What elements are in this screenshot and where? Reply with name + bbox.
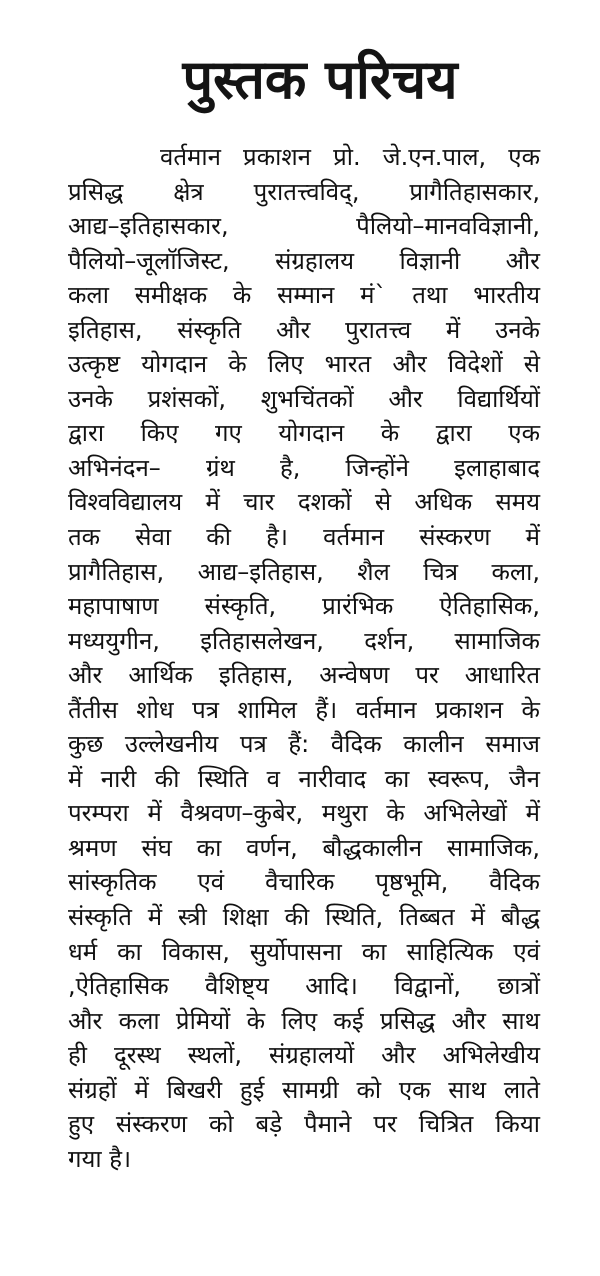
text-line: विश्वविद्यालय में चार दशकों से अधिक समय [68, 488, 540, 517]
text-line: अभिनंदन– ग्रंथ है, जिन्होंने इलाहाबाद [68, 453, 540, 482]
text-line: उनके प्रशंसकों, शुभचिंतकों और विद्यार्थियों [68, 384, 540, 413]
text-line: इतिहास, संस्कृति और पुरातत्त्व में उनके [68, 315, 540, 344]
text-line: कला समीक्षक के सम्मान मं` तथा भारतीय [68, 281, 540, 310]
text-line: धर्म का विकास, सुर्योपासना का साहित्यिक एवं [68, 937, 540, 966]
text-line: ही दूरस्थ स्थलों, संग्रहालयों और अभिलेखीय [68, 1041, 540, 1070]
text-line: कुछ उल्लेखनीय पत्र हैं: वैदिक कालीन समाज [68, 730, 540, 759]
text-line: प्रसिद्ध क्षेत्र पुरातत्त्वविद्, प्रागैतिहासकार, [68, 177, 540, 206]
text-line: पैलियो–जूलॉजिस्ट, संग्रहालय विज्ञानी और [68, 246, 540, 275]
text-line: वर्तमान प्रकाशन प्रो. जे.एन.पाल, एक [160, 143, 540, 171]
text-line: हुए संस्करण को बड़े पैमाने पर चित्रित किया [68, 1110, 540, 1139]
text-line: और कला प्रेमियों के लिए कई प्रसिद्ध और साथ [68, 1006, 540, 1035]
text-line: और आर्थिक इतिहास, अन्वेषण पर आधारित [68, 661, 540, 690]
text-line: गया है। [68, 1144, 132, 1173]
text-line: प्रागैतिहास, आद्य–इतिहास, शैल चित्र कला, [68, 557, 540, 586]
text-line: ,ऐतिहासिक वैशिष्ट्य आदि। विद्वानों, छात्रों [68, 972, 540, 1001]
text-line: तक सेवा की है। वर्तमान संस्करण में [68, 523, 540, 552]
text-line: उत्कृष्ट योगदान के लिए भारत और विदेशों से [68, 350, 540, 379]
text-line: श्रमण संघ का वर्णन, बौद्धकालीन सामाजिक, [68, 833, 540, 862]
text-line: तैंतीस शोध पत्र शामिल हैं। वर्तमान प्रकाशन के [68, 695, 540, 724]
text-line: द्वारा किए गए योगदान के द्वारा एक [68, 419, 540, 448]
article-body [68, 140, 540, 1176]
text-line: में नारी की स्थिति व नारीवाद का स्वरूप, जैन [68, 764, 540, 793]
text-line: आद्य–इतिहासकार, पैलियो–मानवविज्ञानी, [68, 212, 540, 241]
text-line: महापाषाण संस्कृति, प्रारंभिक ऐतिहासिक, [68, 592, 540, 621]
text-line: मध्ययुगीन, इतिहासलेखन, दर्शन, सामाजिक [68, 626, 540, 655]
text-line: परम्परा में वैश्रवण–कुबेर, मथुरा के अभिलेखों में [68, 799, 540, 828]
text-line: संग्रहों में बिखरी हुई सामग्री को एक साथ लाते [68, 1075, 540, 1104]
text-line: सांस्कृतिक एवं वैचारिक पृष्ठभूमि, वैदिक [68, 868, 540, 897]
article-title: पुस्तक परिचय [182, 48, 458, 111]
text-line: संस्कृति में स्त्री शिक्षा की स्थिति, तिब्बत में बौद्ध [68, 903, 540, 932]
